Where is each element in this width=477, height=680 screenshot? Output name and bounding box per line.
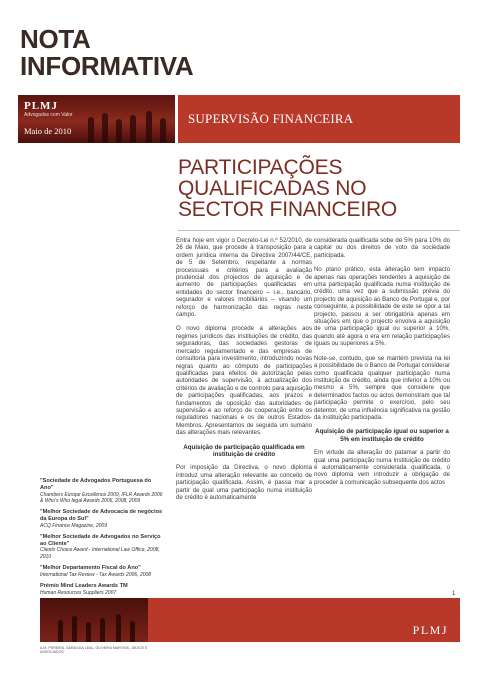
- subheading: Aquisição de participação qualificada em instituição de crédito: [183, 443, 305, 458]
- footer-photo: [40, 598, 148, 642]
- article-title-line3: SECTOR FINANCEIRO: [178, 198, 398, 221]
- paragraph: O novo diploma procede a alterações aos regimes jurídicos das instituições de crédito, das seguradoras, das sociedades gestoras de mercado regulamentado e das empresas de consultoria para investimento, introduzindo novas regras quanto ao cômputo de participações qualificadas para efeitos de autorização pelas autoridades de supervisão, à actualização dos critérios de avaliação e de controlo para aquisição de participações qualificadas, aos prazos e fundamentos de oposição das autoridades de supervisão e ao reforço de cooperação entre os reguladores nacionais e os de outros Estados-Membros. Apresentamos de seguida um sumário das alterações mais relevantes.: [176, 325, 312, 437]
- paragraph: Entra hoje em vigor o Decreto-Lei n.º 52/2010, de 26 de Maio, que procede à transposição para a ordem jurídica interna da Directiva 2007/44/CE, de 5 de Setembro, respeitante a normas processuais e critérios para a avaliação prudencial dos projectos de aquisição e de aumento de participações qualificadas em entidades do sector financeiro – i.e., bancário, segurador e valores mobiliários – visando um reforço de harmonização das regras neste campo.: [176, 237, 312, 319]
- article-title: [178, 157, 460, 220]
- banner-photo: [18, 95, 175, 143]
- article-column-left: [176, 237, 312, 508]
- article-title-line1: PARTICIPAÇÕES: [178, 156, 343, 179]
- paragraph: Por imposição da Directiva, o novo diploma introduz uma alteração relevante ao conceito de participação qualificada. Assim, é passa mar a partir de qual uma participação numa instituição de crédito é automaticamente: [176, 464, 312, 501]
- paragraph: No plano prático, esta alteração tem impacto apenas nas operações tendentes à aquisição de uma participação qualificada numa instituição de crédito, uma vez que a submissão prévia do projecto de aquisição ao Banco de Portugal e, por conseguinte, a possibilidade de este se opor a tal projecto, passou a ser obrigatória apenas em situações em que o projecto envolva a aquisição de uma participação igual ou superior a 10%, quando até agora o era em relação participações iguais ou superiores a 5%.: [314, 266, 450, 348]
- brand-tagline: Advogados com Valor: [24, 112, 73, 118]
- section-bar: [178, 95, 460, 143]
- award-source: Chambers Europe Excellence 2009, IFLR Awards 2006 & Who's Who legal Awards 2006, 2008, 2009: [40, 491, 163, 504]
- section-banner: [18, 95, 460, 143]
- article-title-line2: QUALIFICADAS NO: [178, 177, 367, 200]
- document-title: [20, 26, 280, 80]
- award-title: Prémio Mind Leaders Awards TM: [40, 582, 128, 589]
- award-title: "Melhor Sociedade de Advocacia de negócios da Europa do Sul": [40, 509, 163, 522]
- document-title-line2: INFORMATIVA: [20, 51, 194, 81]
- paragraph: Em virtude da alteração do patamar a partir do qual uma participação numa instituição de crédito é automaticamente considerada qualificada, o novo diploma vem introduzir a obrigação de proceder à comunicação subsequente dos actos: [314, 449, 450, 486]
- subheading: Aquisição de participação igual ou superior a 5% em instituição de crédito: [315, 428, 449, 443]
- page-number: 1: [452, 591, 456, 597]
- award-item: [40, 478, 166, 504]
- award-source: International Tax Review - Tax Awards 2006, 2008: [40, 571, 152, 578]
- footer-banner: [40, 598, 460, 642]
- award-title: "Melhor Sociedade de Advogados no Serviço ao Cliente": [40, 533, 161, 547]
- paragraph: considerada qualificada sobe de 5% para 10% do capital ou dos direitos de voto da sociedade participada.: [314, 237, 450, 259]
- paragraph: Note-se, contudo, que se mantém prevista na lei a possibilidade de o Banco de Portugal considerar como qualificada qualquer participação numa instituição de crédito, ainda que inferior a 10% ou mesmo a 5%, sempre que considere que determinados factos ou actos demonstram que tal participação permite o exercício, pelo seu detentor, de uma influência significativa na gestão da instituição participada.: [314, 354, 450, 421]
- section-title: SUPERVISÃO FINANCEIRA: [188, 111, 354, 126]
- award-title: "Melhor Departamento Fiscal do Ano": [40, 564, 141, 571]
- brand-logo: PLMJ: [24, 100, 58, 112]
- award-item: [40, 565, 166, 578]
- footer-firm-name: A.M. PEREIRA, SÁRAGGA LEAL, OLIVEIRA MARTINS, JÚDICE E ASSOCIADOS: [40, 646, 148, 655]
- award-item: [40, 534, 166, 560]
- award-source: Human Resources Suppliers 2007: [40, 589, 117, 596]
- award-source: ACQ Finance Magazine, 2009: [40, 522, 107, 529]
- award-source: Clients Choice Award - International Law Office, 2008, 2010: [40, 547, 160, 560]
- award-item: [40, 583, 166, 596]
- footer-brand-logo: PLMJ: [412, 623, 448, 637]
- article-column-right: [314, 237, 450, 493]
- award-title: "Sociedade de Advogados Portuguesa do Ano": [40, 478, 152, 491]
- award-item: [40, 509, 166, 529]
- awards-list: [40, 478, 166, 601]
- document-title-line1: NOTA: [20, 24, 91, 54]
- title-divider: [178, 230, 460, 231]
- issue-date: Maio de 2010: [24, 126, 72, 136]
